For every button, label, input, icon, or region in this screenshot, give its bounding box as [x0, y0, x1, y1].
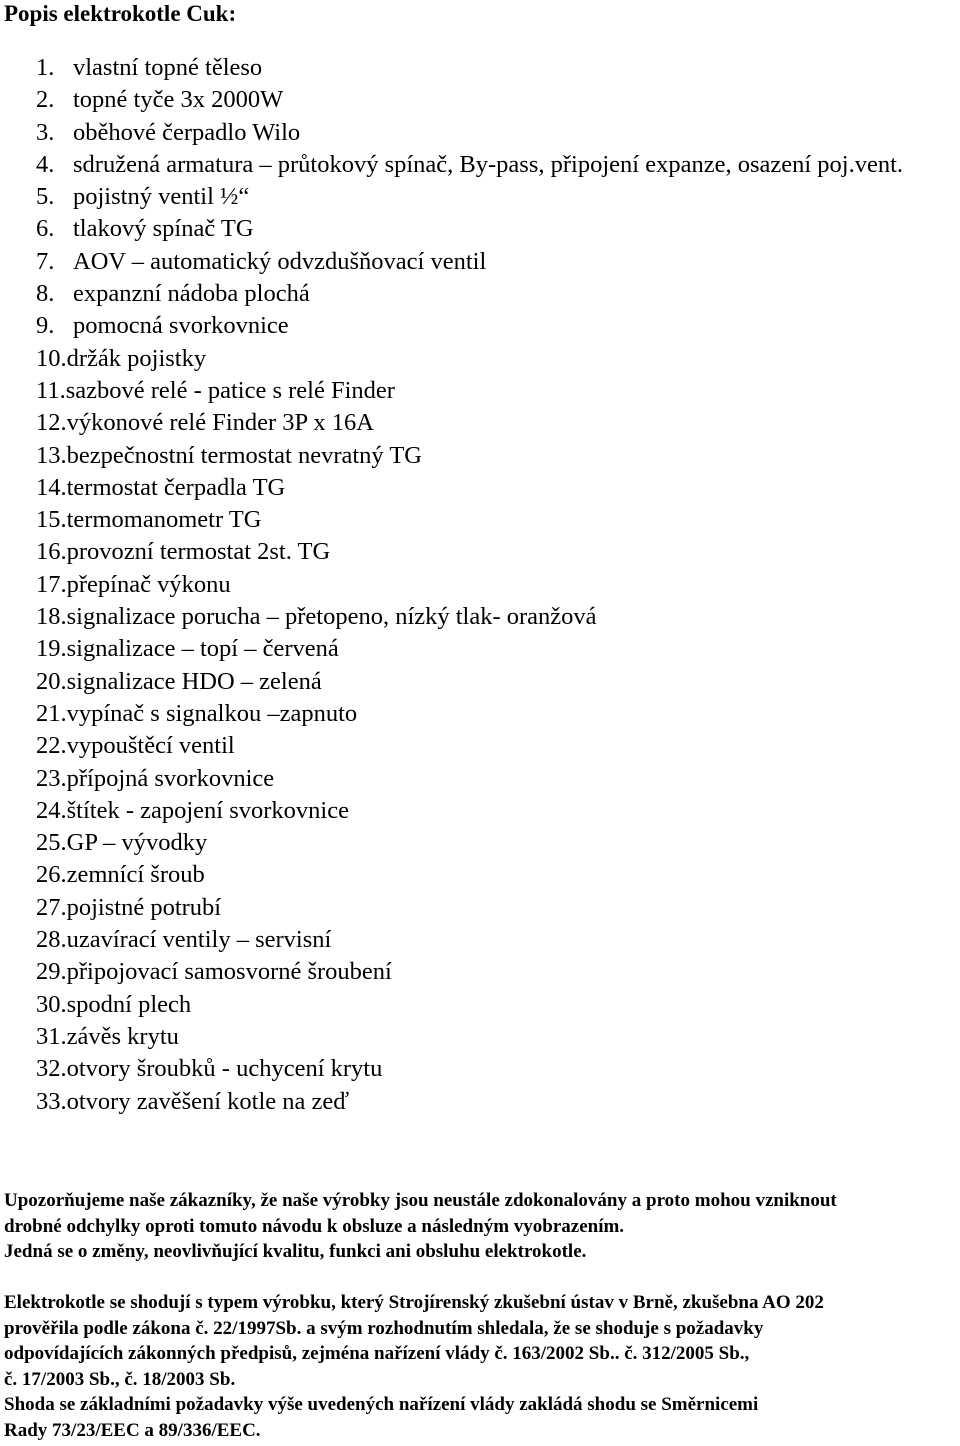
item-text: signalizace porucha – přetopeno, nízký tlak- oranžová — [66, 603, 597, 631]
list-item — [36, 536, 936, 568]
list-item — [36, 827, 936, 859]
notice-line: prověřila podle zákona č. 22/1997Sb. a svým rozhodnutím shledala, že se shoduje s požadavky — [4, 1317, 764, 1339]
list-item — [36, 956, 936, 988]
item-text: vlastní topné těleso — [73, 54, 263, 81]
item-text: držák pojistky — [66, 344, 207, 372]
item-text: tlakový spínač TG — [73, 215, 254, 243]
item-number: 16. — [36, 538, 67, 566]
item-text: závěs krytu — [66, 1022, 179, 1050]
item-number: 13. — [36, 441, 67, 469]
list-item — [36, 569, 936, 601]
list-item — [36, 601, 936, 633]
item-text: topné tyče 3x 2000W — [73, 86, 284, 114]
item-text: uzavírací ventily – servisní — [66, 926, 332, 954]
document-title: Popis elektrokotle Cuk: — [4, 1, 237, 26]
item-text: AOV – automatický odvzdušňovací ventil — [73, 247, 487, 275]
item-number: 12. — [36, 409, 67, 437]
item-text: GP – vývodky — [66, 829, 208, 857]
list-item — [36, 989, 936, 1021]
item-number: 10. — [36, 344, 67, 372]
list-item — [36, 181, 936, 213]
parts-list — [36, 52, 936, 1118]
list-item — [36, 633, 936, 665]
item-text: pomocná svorkovnice — [73, 312, 289, 340]
item-number: 21. — [36, 699, 67, 727]
item-text: zemnící šroub — [66, 861, 205, 889]
item-text: štítek - zapojení svorkovnice — [66, 796, 349, 824]
list-item — [36, 730, 936, 762]
list-item — [36, 278, 936, 310]
item-text: oběhové čerpadlo Wilo — [73, 118, 301, 146]
list-item — [36, 698, 936, 730]
item-text: termostat čerpadla TG — [66, 473, 286, 501]
conformity-notice — [4, 1290, 960, 1443]
item-text: provozní termostat 2st. TG — [66, 538, 331, 566]
list-item — [36, 246, 936, 278]
item-text: sdružená armatura – průtokový spínač, By-pass, připojení expanze, osazení poj.vent. — [73, 150, 904, 178]
item-text: pojistné potrubí — [66, 893, 222, 921]
item-number: 33. — [36, 1087, 67, 1115]
item-number: 1. — [36, 54, 55, 81]
item-number: 27. — [36, 893, 67, 921]
item-text: sazbové relé - patice s relé Finder — [65, 376, 395, 404]
list-item — [36, 343, 936, 375]
item-number: 31. — [36, 1022, 67, 1050]
item-number: 7. — [36, 247, 55, 275]
item-number: 29. — [36, 958, 67, 986]
list-item — [36, 117, 936, 149]
item-number: 8. — [36, 280, 55, 308]
item-text: vypínač s signalkou –zapnuto — [66, 699, 358, 727]
item-number: 28. — [36, 926, 67, 954]
item-text: přepínač výkonu — [66, 570, 231, 598]
item-text: přípojná svorkovnice — [66, 764, 275, 792]
item-number: 20. — [36, 667, 67, 695]
item-number: 3. — [36, 118, 55, 146]
item-text: signalizace – topí – červená — [66, 635, 339, 663]
notice-line: odpovídajících zákonných předpisů, zejména nařízení vlády č. 163/2002 Sb.. č. 312/2005 Sb., — [4, 1343, 750, 1364]
item-number: 32. — [36, 1055, 67, 1083]
item-text: bezpečnostní termostat nevratný TG — [66, 441, 422, 469]
list-item — [36, 52, 936, 84]
list-item — [36, 1021, 936, 1053]
item-number: 17. — [36, 570, 67, 598]
list-item — [36, 504, 936, 536]
item-number: 22. — [36, 732, 67, 760]
item-text: expanzní nádoba plochá — [73, 280, 310, 308]
list-item — [36, 763, 936, 795]
list-item — [36, 407, 936, 439]
list-item — [36, 924, 936, 956]
item-number: 14. — [36, 473, 67, 501]
list-item — [36, 472, 936, 504]
list-item — [36, 859, 936, 891]
list-item — [36, 440, 936, 472]
item-number: 23. — [36, 764, 67, 792]
item-number: 24. — [36, 796, 67, 824]
list-item — [36, 84, 936, 116]
list-item — [36, 149, 928, 181]
list-item — [36, 795, 936, 827]
item-number: 5. — [36, 183, 55, 211]
notice-line: drobné odchylky oproti tomuto návodu k obsluze a následným vyobrazením. — [4, 1215, 625, 1237]
notice-line: Elektrokotle se shodují s typem výrobku, který Strojírenský zkušební ústav v Brně, zkušebna AO 202 — [4, 1292, 824, 1313]
notice-line: Upozorňujeme naše zákazníky, že naše výrobky jsou neustále zdokonalovány a proto mohou vzniknout — [4, 1190, 837, 1211]
list-item — [36, 310, 936, 342]
item-number: 30. — [36, 990, 67, 1018]
item-number: 26. — [36, 861, 67, 889]
item-number: 18. — [36, 603, 67, 631]
notice-line: Rady 73/23/EEC a 89/336/EEC. — [4, 1419, 261, 1441]
notice-line: č. 17/2003 Sb., č. 18/2003 Sb. — [4, 1368, 236, 1390]
item-text: výkonové relé Finder 3P x 16A — [66, 409, 374, 437]
item-number: 19. — [36, 635, 67, 663]
item-text: otvory šroubků - uchycení krytu — [66, 1055, 383, 1083]
item-text: signalizace HDO – zelená — [66, 667, 322, 695]
list-item — [36, 892, 936, 924]
item-number: 2. — [36, 86, 55, 114]
list-item — [36, 666, 936, 698]
list-item — [36, 1053, 936, 1085]
item-text: připojovací samosvorné šroubení — [66, 958, 392, 986]
list-item — [36, 1086, 936, 1118]
item-text: vypouštěcí ventil — [66, 732, 235, 760]
item-text: otvory zavěšení kotle na zeď — [66, 1087, 350, 1115]
notice-line: Shoda se základními požadavky výše uvedených nařízení vlády zakládá shodu se Směrnicemi — [4, 1394, 759, 1415]
improvement-notice — [4, 1188, 960, 1265]
item-number: 9. — [36, 312, 55, 340]
list-item — [36, 213, 936, 245]
item-number: 4. — [36, 150, 55, 178]
item-text: spodní plech — [66, 990, 192, 1018]
item-number: 11. — [36, 376, 66, 404]
notice-line: Jedná se o změny, neovlivňující kvalitu, funkci ani obsluhu elektrokotle. — [4, 1241, 587, 1262]
item-text: termomanometr TG — [66, 506, 262, 534]
item-number: 15. — [36, 506, 67, 534]
item-text: pojistný ventil ½“ — [73, 183, 250, 211]
item-number: 25. — [36, 829, 67, 857]
item-number: 6. — [36, 215, 55, 243]
list-item — [36, 375, 936, 407]
